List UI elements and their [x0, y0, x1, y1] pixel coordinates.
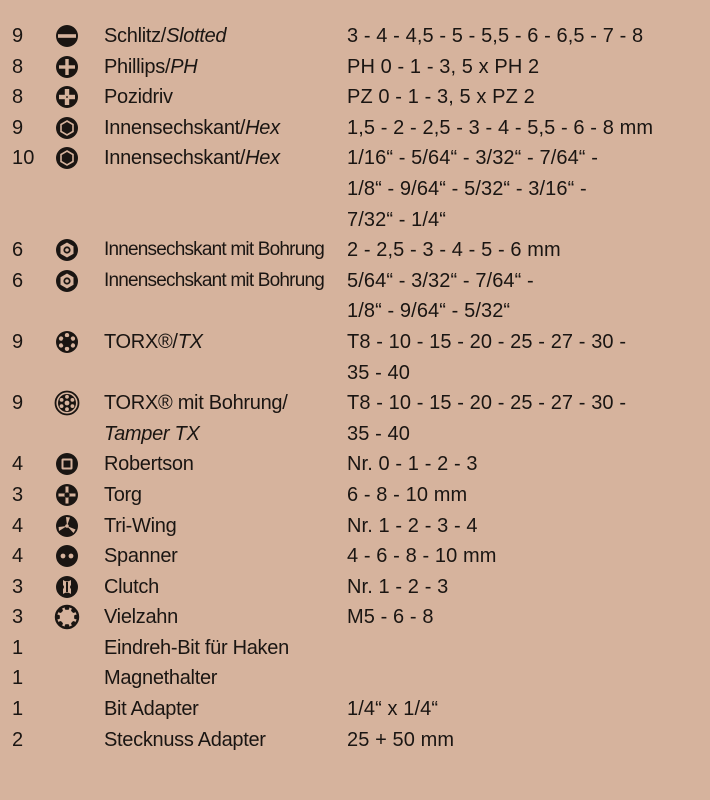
- bit-type-label: Stecknuss Adapter: [104, 728, 266, 751]
- bit-type-label: Tri-Wing: [104, 514, 177, 537]
- bit-type-name: [104, 449, 347, 480]
- bit-type-name: [104, 602, 347, 633]
- bit-row: [0, 480, 710, 511]
- slotted-icon: [54, 23, 80, 49]
- clutch-icon: [54, 574, 80, 600]
- bit-quantity: 10: [12, 147, 35, 170]
- bit-type-label: Spanner: [104, 545, 178, 568]
- bit-quantity: 1: [12, 698, 24, 721]
- bit-sizes-line: 1/8“ - 9/64“ - 5/32“: [347, 300, 511, 323]
- bit-type-english-label: Hex: [245, 147, 280, 170]
- bit-quantity: 9: [12, 25, 24, 47]
- bit-quantity: 9: [12, 330, 24, 353]
- phillips-icon: [54, 54, 80, 80]
- bit-quantity: 1: [12, 636, 24, 659]
- bit-type-label: Pozidriv: [104, 86, 173, 109]
- hex-bore-icon: [54, 237, 80, 263]
- bit-row: [0, 449, 710, 480]
- bit-type-name: [104, 572, 347, 603]
- bit-type-label: Robertson: [104, 453, 194, 476]
- bit-type-english-label: Tamper TX: [104, 422, 200, 445]
- bit-type-label: Innensechskant/: [104, 147, 246, 170]
- bit-row: [0, 143, 710, 235]
- bit-sizes: [347, 113, 710, 144]
- bit-type-english-label: Hex: [245, 116, 280, 139]
- bit-sizes-line: 2 - 2,5 - 3 - 4 - 5 - 6 mm: [347, 239, 561, 262]
- bit-sizes-line: 1/16“ - 5/64“ - 3/32“ - 7/64“ -: [347, 147, 598, 170]
- hex-icon: [54, 115, 80, 141]
- bit-type-name: [104, 266, 347, 297]
- bit-sizes-line: 1/4“ x 1/4“: [347, 698, 439, 721]
- bit-type-name: [104, 725, 347, 756]
- bit-type-name: [104, 480, 347, 511]
- bit-sizes-line: 35 - 40: [347, 422, 410, 445]
- bit-sizes: [347, 572, 710, 603]
- bit-sizes-line: T8 - 10 - 15 - 20 - 25 - 27 - 30 -: [347, 330, 627, 353]
- bit-type-name: [104, 113, 347, 144]
- bit-type-label: Innensechskant mit Bohrung: [104, 239, 325, 261]
- bit-quantity: 4: [12, 514, 24, 537]
- bit-type-name: [104, 541, 347, 572]
- bit-sizes-line: 35 - 40: [347, 361, 410, 384]
- bit-row: [0, 725, 710, 756]
- bit-sizes-line: Nr. 1 - 2 - 3 - 4: [347, 514, 478, 537]
- bit-type-name: [104, 633, 347, 664]
- bit-sizes: [347, 21, 710, 52]
- bit-sizes: [347, 602, 710, 633]
- bit-type-name: [104, 694, 347, 725]
- bit-quantity: 3: [12, 606, 24, 629]
- bit-sizes-line: 3 - 4 - 4,5 - 5 - 5,5 - 6 - 6,5 - 7 - 8: [347, 25, 644, 47]
- bit-row: [0, 52, 710, 83]
- bit-row: [0, 663, 710, 694]
- bit-type-label: Innensechskant mit Bohrung: [104, 269, 325, 291]
- bit-sizes-line: PZ 0 - 1 - 3, 5 x PZ 2: [347, 86, 535, 109]
- bit-type-name: [104, 21, 347, 52]
- bit-sizes-line: 1/8“ - 9/64“ - 5/32“ - 3/16“ -: [347, 177, 587, 200]
- bit-quantity: 8: [12, 55, 24, 78]
- bit-row: [0, 266, 710, 327]
- bit-type-label: Bit Adapter: [104, 698, 199, 721]
- bit-type-name: [104, 327, 347, 358]
- bit-type-label: TORX®/: [104, 330, 178, 353]
- pozidriv-icon: [54, 84, 80, 110]
- bit-type-label: Vielzahn: [104, 606, 178, 629]
- bit-row: [0, 633, 710, 664]
- bit-list: [0, 21, 710, 755]
- tri-wing-icon: [54, 513, 80, 539]
- torq-icon: [54, 482, 80, 508]
- bit-sizes: [347, 266, 710, 327]
- bit-sizes: [347, 327, 710, 388]
- bit-sizes-line: M5 - 6 - 8: [347, 606, 434, 629]
- bit-type-label: Innensechskant/: [104, 116, 246, 139]
- bit-quantity: 6: [12, 239, 24, 262]
- bit-row: [0, 327, 710, 388]
- bit-type-name: [104, 511, 347, 542]
- torx-bore-icon: [54, 390, 80, 416]
- bit-sizes-line: 1,5 - 2 - 2,5 - 3 - 4 - 5,5 - 6 - 8 mm: [347, 116, 654, 139]
- bit-type-label: Schlitz/: [104, 25, 167, 47]
- bit-row: [0, 388, 710, 449]
- bit-sizes-line: Nr. 1 - 2 - 3: [347, 575, 449, 598]
- robertson-icon: [54, 451, 80, 477]
- bit-row: [0, 82, 710, 113]
- bit-type-name: [104, 235, 347, 266]
- hex-bore-icon: [54, 268, 80, 294]
- bit-sizes-line: 25 + 50 mm: [347, 728, 455, 751]
- bit-quantity: 9: [12, 392, 24, 415]
- bit-sizes: [347, 82, 710, 113]
- bit-type-english-label: Slotted: [166, 25, 227, 47]
- bit-sizes: [347, 511, 710, 542]
- torx-icon: [54, 329, 80, 355]
- bit-sizes-line: 7/32“ - 1/4“: [347, 208, 447, 231]
- bit-sizes: [347, 388, 710, 449]
- bit-quantity: 6: [12, 269, 24, 292]
- bit-type-english-label: PH: [170, 55, 198, 78]
- bit-type-label: Eindreh-Bit für Haken: [104, 636, 289, 659]
- spanner-icon: [54, 543, 80, 569]
- bit-row: [0, 602, 710, 633]
- bit-row: [0, 511, 710, 542]
- multi-tooth-icon: [54, 604, 80, 630]
- bit-sizes: [347, 480, 710, 511]
- bit-sizes: [347, 52, 710, 83]
- bit-sizes-line: T8 - 10 - 15 - 20 - 25 - 27 - 30 -: [347, 392, 627, 415]
- bit-type-label: Torg: [104, 483, 142, 506]
- bit-type-label: Phillips/: [104, 55, 171, 78]
- bit-sizes-line: 5/64“ - 3/32“ - 7/64“ -: [347, 269, 534, 292]
- bit-quantity: 8: [12, 86, 24, 109]
- bit-quantity: 2: [12, 728, 24, 751]
- bit-type-label: Clutch: [104, 575, 159, 598]
- bit-row: [0, 541, 710, 572]
- bit-type-name: [104, 388, 347, 449]
- bit-row: [0, 113, 710, 144]
- bit-sizes: [347, 541, 710, 572]
- bit-quantity: 1: [12, 667, 24, 690]
- bit-sizes: [347, 694, 710, 725]
- bit-sizes: [347, 143, 710, 235]
- bit-quantity: 3: [12, 575, 24, 598]
- bit-sizes: [347, 449, 710, 480]
- bit-row: [0, 694, 710, 725]
- bit-sizes-line: 4 - 6 - 8 - 10 mm: [347, 545, 497, 568]
- bit-sizes: [347, 235, 710, 266]
- bit-sizes-line: 6 - 8 - 10 mm: [347, 483, 468, 506]
- bit-quantity: 4: [12, 453, 24, 476]
- bit-type-label: TORX® mit Bohrung/: [104, 392, 288, 415]
- hex-icon: [54, 145, 80, 171]
- bit-type-name: [104, 82, 347, 113]
- bit-type-name: [104, 143, 347, 174]
- bit-sizes-line: PH 0 - 1 - 3, 5 x PH 2: [347, 55, 540, 78]
- bit-type-label: Magnethalter: [104, 667, 218, 690]
- bit-sizes: [347, 725, 710, 756]
- bit-type-name: [104, 52, 347, 83]
- bit-sizes-line: Nr. 0 - 1 - 2 - 3: [347, 453, 478, 476]
- bit-row: [0, 572, 710, 603]
- bit-type-name: [104, 663, 347, 694]
- bit-row: [0, 21, 710, 52]
- bit-type-english-label: TX: [177, 330, 203, 353]
- bit-row: [0, 235, 710, 266]
- bit-quantity: 3: [12, 483, 24, 506]
- bit-quantity: 4: [12, 545, 24, 568]
- bit-quantity: 9: [12, 116, 24, 139]
